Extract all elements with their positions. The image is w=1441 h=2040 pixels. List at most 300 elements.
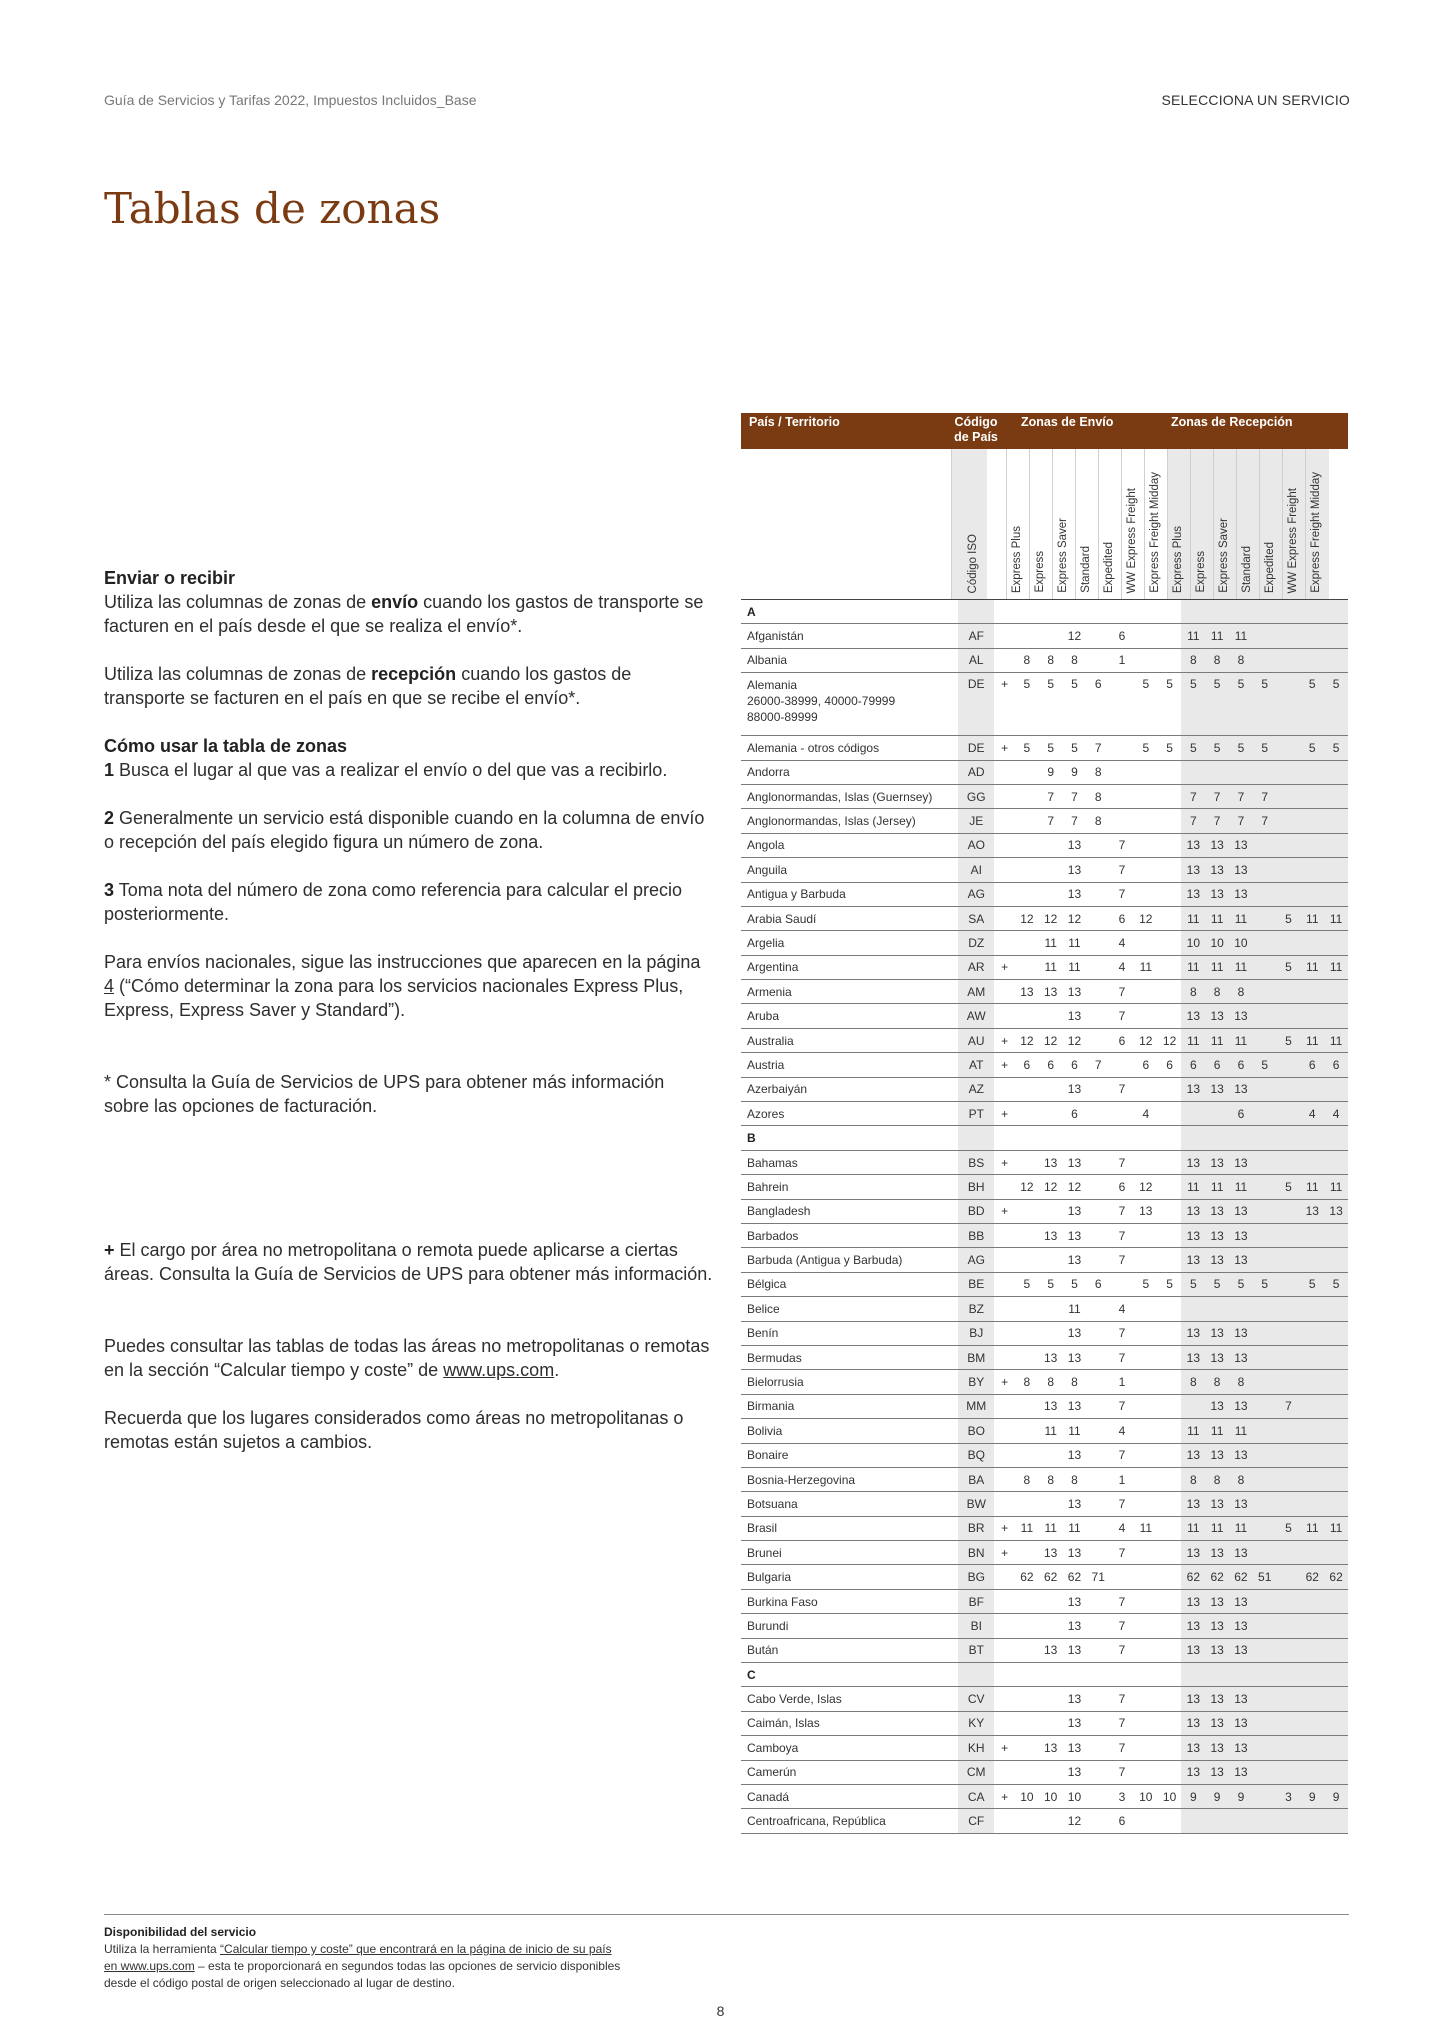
zone-value: 11 [1229, 955, 1253, 979]
zone-value [1158, 1541, 1182, 1565]
table-row [741, 882, 1348, 906]
zone-value: 13 [1063, 882, 1087, 906]
zone-value: 13 [1181, 1004, 1205, 1028]
zone-value [1253, 980, 1277, 1004]
zone-value: 8 [1205, 1370, 1229, 1394]
zone-value: 7 [1110, 833, 1134, 857]
zone-value: 6 [1181, 1053, 1205, 1077]
zone-value [1300, 1614, 1324, 1638]
iso-code: CM [958, 1760, 994, 1784]
zone-value: 7 [1110, 1321, 1134, 1345]
table-row [741, 624, 1348, 648]
remote-area-flag [994, 906, 1015, 930]
remote-area-flag: + [994, 955, 1015, 979]
country-name: Anglonormandas, Islas (Guernsey) [741, 784, 958, 808]
table-row [741, 1345, 1348, 1369]
zone-value: 13 [1063, 1223, 1087, 1247]
iso-code: CA [958, 1784, 994, 1808]
zone-value: 5 [1039, 1272, 1063, 1296]
zone-value [1134, 760, 1158, 784]
iso-code: BO [958, 1419, 994, 1443]
zone-value [1300, 931, 1324, 955]
remote-areas-change-note: Recuerda que los lugares considerados como áreas no metropolitanas o remotas están sujetos a cambios. [104, 1408, 684, 1452]
zone-value [1015, 1223, 1039, 1247]
zone-value [1277, 1711, 1301, 1735]
zone-value: 13 [1181, 1614, 1205, 1638]
zone-value [1039, 1492, 1063, 1516]
table-row [741, 1516, 1348, 1540]
zone-value: 11 [1181, 906, 1205, 930]
zone-value [1039, 1614, 1063, 1638]
zone-value [1300, 1638, 1324, 1662]
remote-area-flag [994, 1223, 1015, 1247]
zone-value: 11 [1063, 1516, 1087, 1540]
zone-value: 7 [1110, 1711, 1134, 1735]
zone-value: 5 [1277, 906, 1301, 930]
zone-value: 6 [1039, 1053, 1063, 1077]
zone-value: 13 [1181, 858, 1205, 882]
iso-code: BM [958, 1345, 994, 1369]
zone-value [1300, 1687, 1324, 1711]
zone-value: 6 [1110, 1809, 1134, 1833]
zone-value: 8 [1229, 980, 1253, 1004]
service-column-send-2 [1029, 449, 1053, 599]
zone-value [1181, 1394, 1205, 1418]
zone-value: 13 [1063, 1638, 1087, 1662]
zone-value: 5 [1181, 1272, 1205, 1296]
zone-value [1324, 1467, 1348, 1491]
remote-area-flag [994, 931, 1015, 955]
zone-value [1158, 931, 1182, 955]
zone-value: 13 [1229, 1736, 1253, 1760]
zone-value: 4 [1110, 1419, 1134, 1443]
zone-value: 62 [1324, 1565, 1348, 1589]
zone-value: 7 [1110, 1443, 1134, 1467]
zone-value [1039, 833, 1063, 857]
send-paragraph: Utiliza las columnas de zonas de envío cuando los gastos de transporte se facturen en el país desde el que se realiza el envío*. [104, 592, 704, 636]
zone-value [1015, 1345, 1039, 1369]
country-name: Anguila [741, 858, 958, 882]
zone-value [1324, 1004, 1348, 1028]
zone-value: 13 [1181, 1492, 1205, 1516]
zone-value [1134, 1565, 1158, 1589]
zone-value: 11 [1229, 1516, 1253, 1540]
zone-value [1134, 1541, 1158, 1565]
zone-value: 7 [1229, 809, 1253, 833]
remote-area-flag [994, 1614, 1015, 1638]
zone-value [1086, 1467, 1110, 1491]
zone-value: 7 [1086, 1053, 1110, 1077]
table-row [741, 1419, 1348, 1443]
iso-code: AZ [958, 1077, 994, 1101]
zone-value: 13 [1181, 1248, 1205, 1272]
service-label: Standard [1080, 546, 1092, 593]
zone-value [1134, 1394, 1158, 1418]
table-row [741, 809, 1348, 833]
zone-value [1158, 1492, 1182, 1516]
zone-value [1324, 1711, 1348, 1735]
zone-value: 12 [1134, 1028, 1158, 1052]
zone-value [1205, 760, 1229, 784]
zone-value [1205, 1102, 1229, 1126]
zone-value [1253, 1370, 1277, 1394]
zone-value [1039, 1004, 1063, 1028]
footer-line-1: Utiliza la herramienta “Calcular tiempo y coste” que encontrará en la página de inicio de su país [104, 1942, 612, 1956]
zone-value: 13 [1063, 1589, 1087, 1613]
service-label: Expedited [1264, 541, 1276, 593]
zone-value: 62 [1015, 1565, 1039, 1589]
page-4-link[interactable]: 4 [104, 976, 115, 996]
zone-value [1300, 882, 1324, 906]
zone-value [1300, 1589, 1324, 1613]
zone-value: 13 [1063, 1150, 1087, 1174]
zone-value: 9 [1300, 1784, 1324, 1808]
zone-value [1015, 1199, 1039, 1223]
zone-value [1134, 1345, 1158, 1369]
zone-value [1110, 1272, 1134, 1296]
zone-value [1158, 906, 1182, 930]
zone-table-body [741, 600, 1348, 1834]
zone-value [1015, 1443, 1039, 1467]
zone-value: 7 [1253, 809, 1277, 833]
zone-value: 8 [1063, 648, 1087, 672]
remote-area-flag [994, 809, 1015, 833]
zone-value: 8 [1039, 1467, 1063, 1491]
iso-code: AO [958, 833, 994, 857]
zone-value [1158, 1809, 1182, 1833]
zone-value [1134, 1321, 1158, 1345]
zone-value: 12 [1063, 906, 1087, 930]
zone-value: 13 [1205, 1589, 1229, 1613]
zone-value [1086, 833, 1110, 857]
zone-value [1181, 1809, 1205, 1833]
country-name: Bulgaria [741, 1565, 958, 1589]
remote-area-flag [994, 648, 1015, 672]
zone-value: 5 [1063, 1272, 1087, 1296]
zone-value [1253, 906, 1277, 930]
zone-value: 5 [1324, 736, 1348, 760]
zone-value [1300, 1248, 1324, 1272]
zone-value: 13 [1063, 1687, 1087, 1711]
zone-value [1134, 980, 1158, 1004]
remote-area-flag [994, 858, 1015, 882]
iso-code: KH [958, 1736, 994, 1760]
zone-value: 4 [1110, 1297, 1134, 1321]
zone-value [1134, 1492, 1158, 1516]
zone-value: 5 [1134, 1272, 1158, 1296]
zone-value: 7 [1086, 736, 1110, 760]
zone-value [1086, 1711, 1110, 1735]
zone-value [1086, 1297, 1110, 1321]
zone-value: 13 [1181, 1711, 1205, 1735]
zone-value: 11 [1229, 1419, 1253, 1443]
zone-value [1324, 1809, 1348, 1833]
zone-value: 13 [1181, 1345, 1205, 1369]
zone-value [1324, 1394, 1348, 1418]
service-label: Express Saver [1218, 518, 1230, 593]
zone-value [1134, 1589, 1158, 1613]
zone-value [1324, 980, 1348, 1004]
zone-value [1324, 624, 1348, 648]
iso-code: BH [958, 1175, 994, 1199]
service-availability-footer [104, 1924, 704, 1992]
zone-value: 9 [1229, 1784, 1253, 1808]
zone-value [1277, 833, 1301, 857]
iso-code: DE [958, 736, 994, 760]
footer-divider [104, 1914, 1349, 1915]
country-name: Austria [741, 1053, 958, 1077]
zone-value: 11 [1181, 624, 1205, 648]
zone-value [1324, 784, 1348, 808]
zone-value: 13 [1229, 1199, 1253, 1223]
iso-code: AD [958, 760, 994, 784]
zone-value [1324, 1248, 1348, 1272]
zone-value [1086, 1589, 1110, 1613]
zone-value [1158, 760, 1182, 784]
iso-code: BQ [958, 1443, 994, 1467]
table-row [741, 1565, 1348, 1589]
zone-value: 9 [1205, 1784, 1229, 1808]
zone-value [1086, 906, 1110, 930]
zone-value: 13 [1063, 1248, 1087, 1272]
zone-value: 5 [1134, 673, 1158, 736]
zone-value: 11 [1300, 1175, 1324, 1199]
zone-value: 11 [1205, 1175, 1229, 1199]
remote-area-flag [994, 1760, 1015, 1784]
zone-value: 7 [1110, 1541, 1134, 1565]
zone-value: 5 [1300, 736, 1324, 760]
zone-value [1015, 1541, 1039, 1565]
country-name: Bután [741, 1638, 958, 1662]
ups-website-link[interactable]: www.ups.com [443, 1360, 555, 1380]
iso-code: CV [958, 1687, 994, 1711]
country-name: Burundi [741, 1614, 958, 1638]
zone-value: 11 [1063, 955, 1087, 979]
zone-value [1086, 1077, 1110, 1101]
service-column-send-7 [1144, 449, 1168, 599]
zone-value: 13 [1181, 1150, 1205, 1174]
zone-value [1253, 1711, 1277, 1735]
remote-area-flag [994, 1687, 1015, 1711]
calc-time-cost-link[interactable]: “Calcular tiempo y coste” que encontrará en la página de inicio de su país [220, 1942, 612, 1956]
zone-value: 5 [1181, 673, 1205, 736]
country-name: Botsuana [741, 1492, 958, 1516]
zone-value [1039, 1102, 1063, 1126]
zone-value: 5 [1205, 673, 1229, 736]
country-name: Barbados [741, 1223, 958, 1247]
remote-area-flag: + [994, 673, 1015, 736]
zone-value [1300, 980, 1324, 1004]
remote-area-flag: + [994, 1541, 1015, 1565]
remote-area-flag: + [994, 1053, 1015, 1077]
zone-value: 11 [1181, 1516, 1205, 1540]
zone-value [1039, 882, 1063, 906]
zone-value: 11 [1205, 624, 1229, 648]
zone-value [1277, 673, 1301, 736]
zone-value: 7 [1205, 784, 1229, 808]
zone-value [1015, 1419, 1039, 1443]
table-row [741, 1321, 1348, 1345]
country-name: Australia [741, 1028, 958, 1052]
table-row [741, 1223, 1348, 1247]
service-column-receive-1 [1167, 449, 1191, 599]
zone-value: 7 [1110, 1760, 1134, 1784]
zone-value: 11 [1205, 955, 1229, 979]
zone-value: 12 [1015, 906, 1039, 930]
zone-value [1158, 1736, 1182, 1760]
iso-code: BZ [958, 1297, 994, 1321]
remote-area-flag: + [994, 1736, 1015, 1760]
remote-area-flag [994, 1175, 1015, 1199]
zone-value [1039, 1443, 1063, 1467]
zone-value [1134, 1711, 1158, 1735]
zone-value: 12 [1015, 1175, 1039, 1199]
zone-value: 13 [1063, 1199, 1087, 1223]
zone-value [1300, 1492, 1324, 1516]
letter-group-row [741, 1126, 1348, 1150]
country-name: Angola [741, 833, 958, 857]
zone-value: 13 [1063, 1736, 1087, 1760]
table-row [741, 955, 1348, 979]
zone-value: 11 [1134, 1516, 1158, 1540]
country-name: Bonaire [741, 1443, 958, 1467]
table-row [741, 1150, 1348, 1174]
zone-value: 3 [1110, 1784, 1134, 1808]
table-row [741, 1175, 1348, 1199]
zone-value: 8 [1205, 980, 1229, 1004]
country-name: Bahamas [741, 1150, 958, 1174]
zone-value: 5 [1324, 1272, 1348, 1296]
zone-value: 3 [1277, 1784, 1301, 1808]
zone-value: 9 [1181, 1784, 1205, 1808]
zone-value [1086, 1102, 1110, 1126]
zone-value [1181, 1297, 1205, 1321]
remote-area-flag [994, 882, 1015, 906]
zone-value: 8 [1229, 648, 1253, 672]
table-row [741, 1784, 1348, 1808]
zone-value [1134, 1736, 1158, 1760]
zone-value: 11 [1324, 1175, 1348, 1199]
zone-value [1253, 1028, 1277, 1052]
zone-value: 13 [1205, 1150, 1229, 1174]
document-header-title: Guía de Servicios y Tarifas 2022, Impuestos Incluidos_Base [104, 92, 477, 108]
iso-code: BR [958, 1516, 994, 1540]
country-name: Centroafricana, República [741, 1809, 958, 1833]
remote-area-flag [994, 1443, 1015, 1467]
remote-area-flag: + [994, 736, 1015, 760]
zone-value [1277, 648, 1301, 672]
zone-value [1015, 1809, 1039, 1833]
zone-value: 13 [1205, 1077, 1229, 1101]
iso-code-label: Código ISO [967, 533, 979, 593]
country-name: Andorra [741, 760, 958, 784]
iso-code: BD [958, 1199, 994, 1223]
zone-value: 13 [1063, 1541, 1087, 1565]
service-column-send-3 [1052, 449, 1076, 599]
letter-heading: B [741, 1126, 958, 1150]
zone-value [1134, 1419, 1158, 1443]
zone-value [1039, 858, 1063, 882]
zone-value [1039, 1809, 1063, 1833]
zone-value [1134, 1248, 1158, 1272]
zone-value [1015, 1004, 1039, 1028]
zone-value: 12 [1134, 906, 1158, 930]
zone-value: 71 [1086, 1565, 1110, 1589]
zone-value: 7 [1063, 809, 1087, 833]
step-3: 3 Toma nota del número de zona como referencia para calcular el precio posteriormente. [104, 880, 682, 924]
remote-area-flag [994, 1004, 1015, 1028]
remote-area-flag [994, 624, 1015, 648]
zone-value [1253, 858, 1277, 882]
country-name: Alemania - otros códigos [741, 736, 958, 760]
zone-value [1158, 882, 1182, 906]
ups-com-link[interactable]: en www.ups.com [104, 1959, 195, 1973]
instructions-column [104, 566, 714, 1454]
service-column-labels [741, 449, 1348, 600]
zone-value [1039, 1760, 1063, 1784]
zone-value: 7 [1110, 858, 1134, 882]
service-label: WW Express Freight [1126, 487, 1138, 593]
zone-value: 7 [1110, 1687, 1134, 1711]
zone-value [1134, 1614, 1158, 1638]
zone-value [1158, 1370, 1182, 1394]
zone-value: 7 [1110, 1638, 1134, 1662]
remote-area-flag [994, 784, 1015, 808]
zone-value [1015, 931, 1039, 955]
country-name: Aruba [741, 1004, 958, 1028]
remote-area-flag: + [994, 1199, 1015, 1223]
zone-value [1158, 1297, 1182, 1321]
zone-value: 13 [1229, 1345, 1253, 1369]
table-row [741, 784, 1348, 808]
service-label: Express Plus [1011, 525, 1023, 593]
zone-value [1205, 1297, 1229, 1321]
zone-value [1324, 760, 1348, 784]
zone-value [1134, 1297, 1158, 1321]
zone-value [1015, 760, 1039, 784]
zone-value [1134, 1443, 1158, 1467]
zone-value: 13 [1205, 1394, 1229, 1418]
zone-value [1253, 1516, 1277, 1540]
zone-value: 6 [1110, 1028, 1134, 1052]
country-name: Armenia [741, 980, 958, 1004]
zone-value [1039, 1687, 1063, 1711]
country-name: Bélgica [741, 1272, 958, 1296]
zone-value: 13 [1181, 1199, 1205, 1223]
zone-value [1277, 1687, 1301, 1711]
remote-area-flag: + [994, 1784, 1015, 1808]
country-name: Barbuda (Antigua y Barbuda) [741, 1248, 958, 1272]
zone-value: 5 [1324, 673, 1348, 736]
zone-value [1158, 1419, 1182, 1443]
iso-code: AI [958, 858, 994, 882]
zone-value [1110, 1102, 1134, 1126]
zone-value: 11 [1205, 1028, 1229, 1052]
zone-value: 11 [1039, 1516, 1063, 1540]
country-name: Bielorrusia [741, 1370, 958, 1394]
zone-value: 13 [1039, 1541, 1063, 1565]
zone-value: 11 [1205, 1516, 1229, 1540]
zone-value: 12 [1063, 1809, 1087, 1833]
zone-value [1086, 1394, 1110, 1418]
zone-value: 8 [1229, 1467, 1253, 1491]
zone-value: 13 [1063, 980, 1087, 1004]
zone-value: 5 [1277, 1175, 1301, 1199]
table-row [741, 1053, 1348, 1077]
zone-value [1300, 1370, 1324, 1394]
table-row [741, 1541, 1348, 1565]
zone-value [1277, 1102, 1301, 1126]
